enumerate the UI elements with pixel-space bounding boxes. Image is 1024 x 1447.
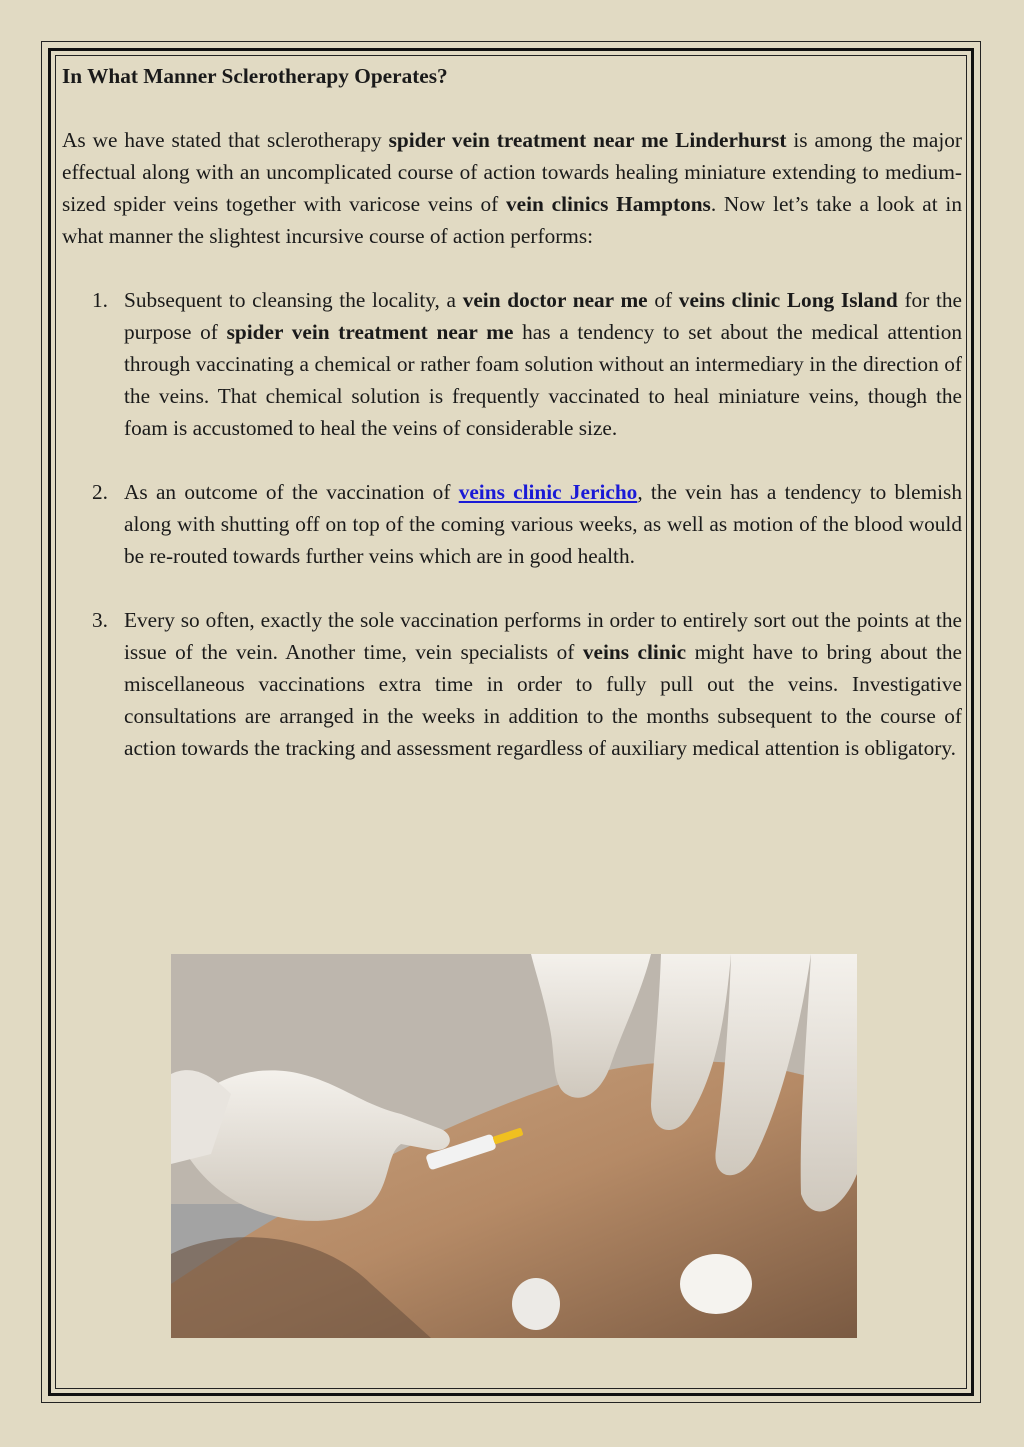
sclerotherapy-photo <box>171 954 857 1338</box>
intro-paragraph <box>62 124 962 252</box>
item-text: Every so often, exactly the sole vaccination performs in order to entirely sort out the points at the issue of the vein. Another time, vein specialists of <box>124 608 962 664</box>
item-text: of <box>647 288 679 312</box>
intro-keyword-2: vein clinics Hamptons <box>506 192 711 216</box>
injection-illustration <box>171 954 857 1338</box>
item-keyword: vein doctor near me <box>462 288 648 312</box>
item-text: might have to bring about the miscellaneous vaccinations extra time in order to fully pull out the veins. Investigative consultations are arranged in the weeks in addition to the months subsequent to the course of action towards the tracking and assessment regardless of auxiliary medical attention is obligatory. <box>124 640 962 760</box>
item-keyword: spider vein treatment near me <box>226 320 514 344</box>
item-text: Subsequent to cleansing the locality, a <box>124 288 463 312</box>
list-item <box>62 284 962 444</box>
intro-text-2: is among the major effectual along with an uncomplicated course of action towards healing miniature extending to medium-sized spider veins together with varicose veins of <box>62 128 963 216</box>
page-title: In What Manner Sclerotherapy Operates? <box>62 64 448 88</box>
veins-clinic-jericho-link[interactable]: veins clinic Jericho <box>458 480 638 504</box>
item-keyword: veins clinic Long Island <box>678 288 898 312</box>
item-text: , the vein has a tendency to blemish along with shutting off on top of the coming various weeks, as well as motion of the blood would be re-routed towards further veins which are in good health. <box>124 480 962 568</box>
list-item <box>62 604 962 764</box>
item-text: for the purpose of <box>124 288 963 344</box>
article-content <box>62 60 962 796</box>
item-text: has a tendency to set about the medical attention through vaccinating a chemical or rather foam solution without an intermediary in the direction of the veins. That chemical solution is frequently vaccinated to heal miniature veins, though the foam is accustomed to heal the veins of considerable size. <box>124 320 962 440</box>
cotton-ball-right <box>680 1254 752 1314</box>
steps-list <box>62 284 962 764</box>
list-number: 3. <box>92 608 108 632</box>
list-number: 2. <box>92 480 108 504</box>
cotton-ball-left <box>512 1278 560 1330</box>
list-number: 1. <box>92 288 108 312</box>
item-keyword: veins clinic <box>582 640 687 664</box>
intro-text-3: . Now let’s take a look at in what manner the slightest incursive course of action performs: <box>62 192 962 248</box>
intro-keyword-1: spider vein treatment near me Linderhurst <box>388 128 787 152</box>
right-glove-finger-4 <box>801 954 857 1211</box>
intro-text-1: As we have stated that sclerotherapy <box>62 128 389 152</box>
item-text: As an outcome of the vaccination of <box>124 480 459 504</box>
list-item <box>62 476 962 572</box>
